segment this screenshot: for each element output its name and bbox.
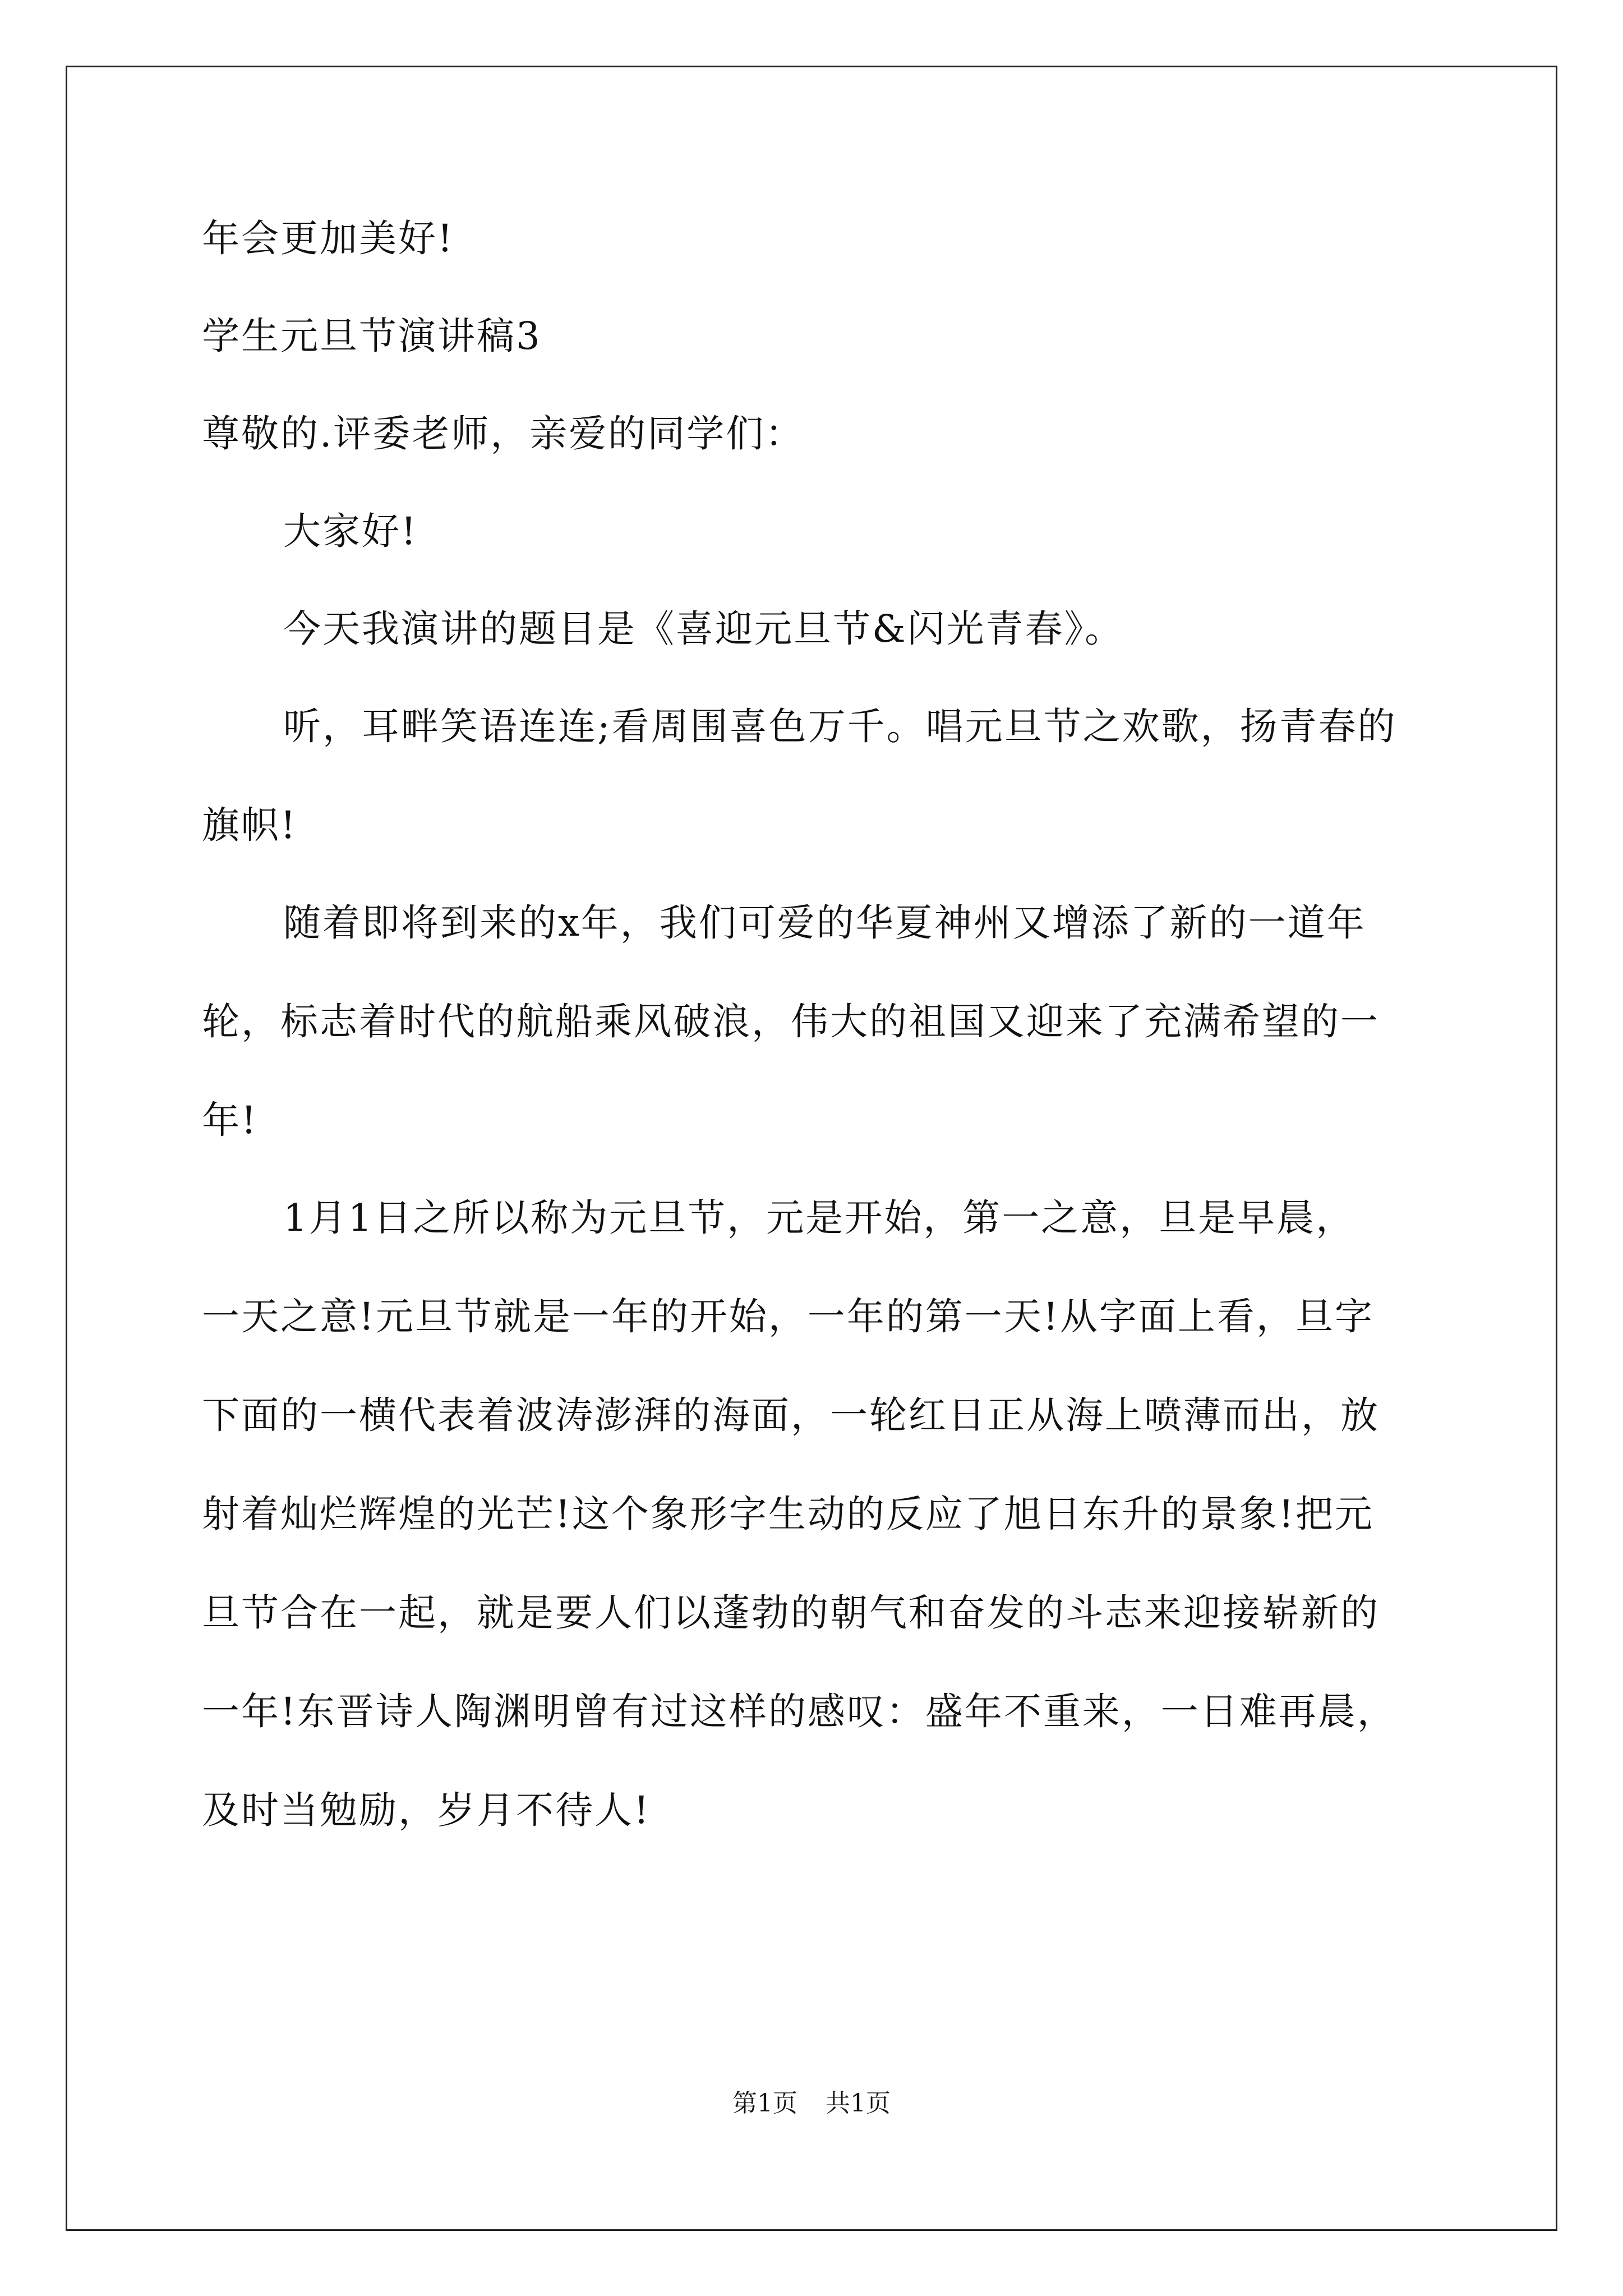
paragraph-line: 及时当勉励，岁月不待人! [202, 1788, 651, 1832]
paragraph-line: 下面的一横代表着波涛澎湃的海面，一轮红日正从海上喷薄而出，放 [202, 1393, 1380, 1437]
section-title: 学生元旦节演讲稿3 [202, 314, 542, 358]
document-body [202, 213, 1441, 1835]
paragraph-line: 旦节合在一起，就是要人们以蓬勃的朝气和奋发的斗志来迎接崭新的 [202, 1591, 1380, 1635]
paragraph-line: 一天之意!元旦节就是一年的开始，一年的第一天!从字面上看，旦字 [202, 1295, 1374, 1338]
paragraph-line: 一年!东晋诗人陶渊明曾有过这样的感叹：盛年不重来，一日难再晨， [202, 1690, 1396, 1733]
paragraph-line: 射着灿烂辉煌的光芒!这个象形字生动的反应了旭日东升的景象!把元 [202, 1492, 1374, 1536]
paragraph-line: 随着即将到来的x年，我们可爱的华夏神州又增添了新的一道年 [283, 901, 1366, 945]
paragraph-line: 听，耳畔笑语连连;看周围喜色万千。唱元旦节之欢歌，扬青春的 [283, 705, 1397, 748]
greeting: 大家好! [283, 509, 418, 553]
paragraph-line: 轮，标志着时代的航船乘风破浪，伟大的祖国又迎来了充满希望的一 [202, 1000, 1380, 1043]
page-number-current: 第1页 [732, 2089, 797, 2118]
page-footer [0, 2088, 1623, 2119]
text-line: 年会更加美好! [202, 217, 454, 260]
speech-topic: 今天我演讲的题目是《喜迎元旦节&闪光青春》。 [283, 607, 1124, 651]
paragraph-line: 旗帜! [202, 803, 297, 847]
salutation: 尊敬的.评委老师，亲爱的同学们： [202, 412, 805, 455]
page-number-total: 共1页 [826, 2089, 891, 2118]
paragraph-line: 年! [202, 1098, 258, 1142]
paragraph-line: 1月1日之所以称为元旦节，元是开始，第一之意，旦是早晨， [283, 1196, 1355, 1240]
